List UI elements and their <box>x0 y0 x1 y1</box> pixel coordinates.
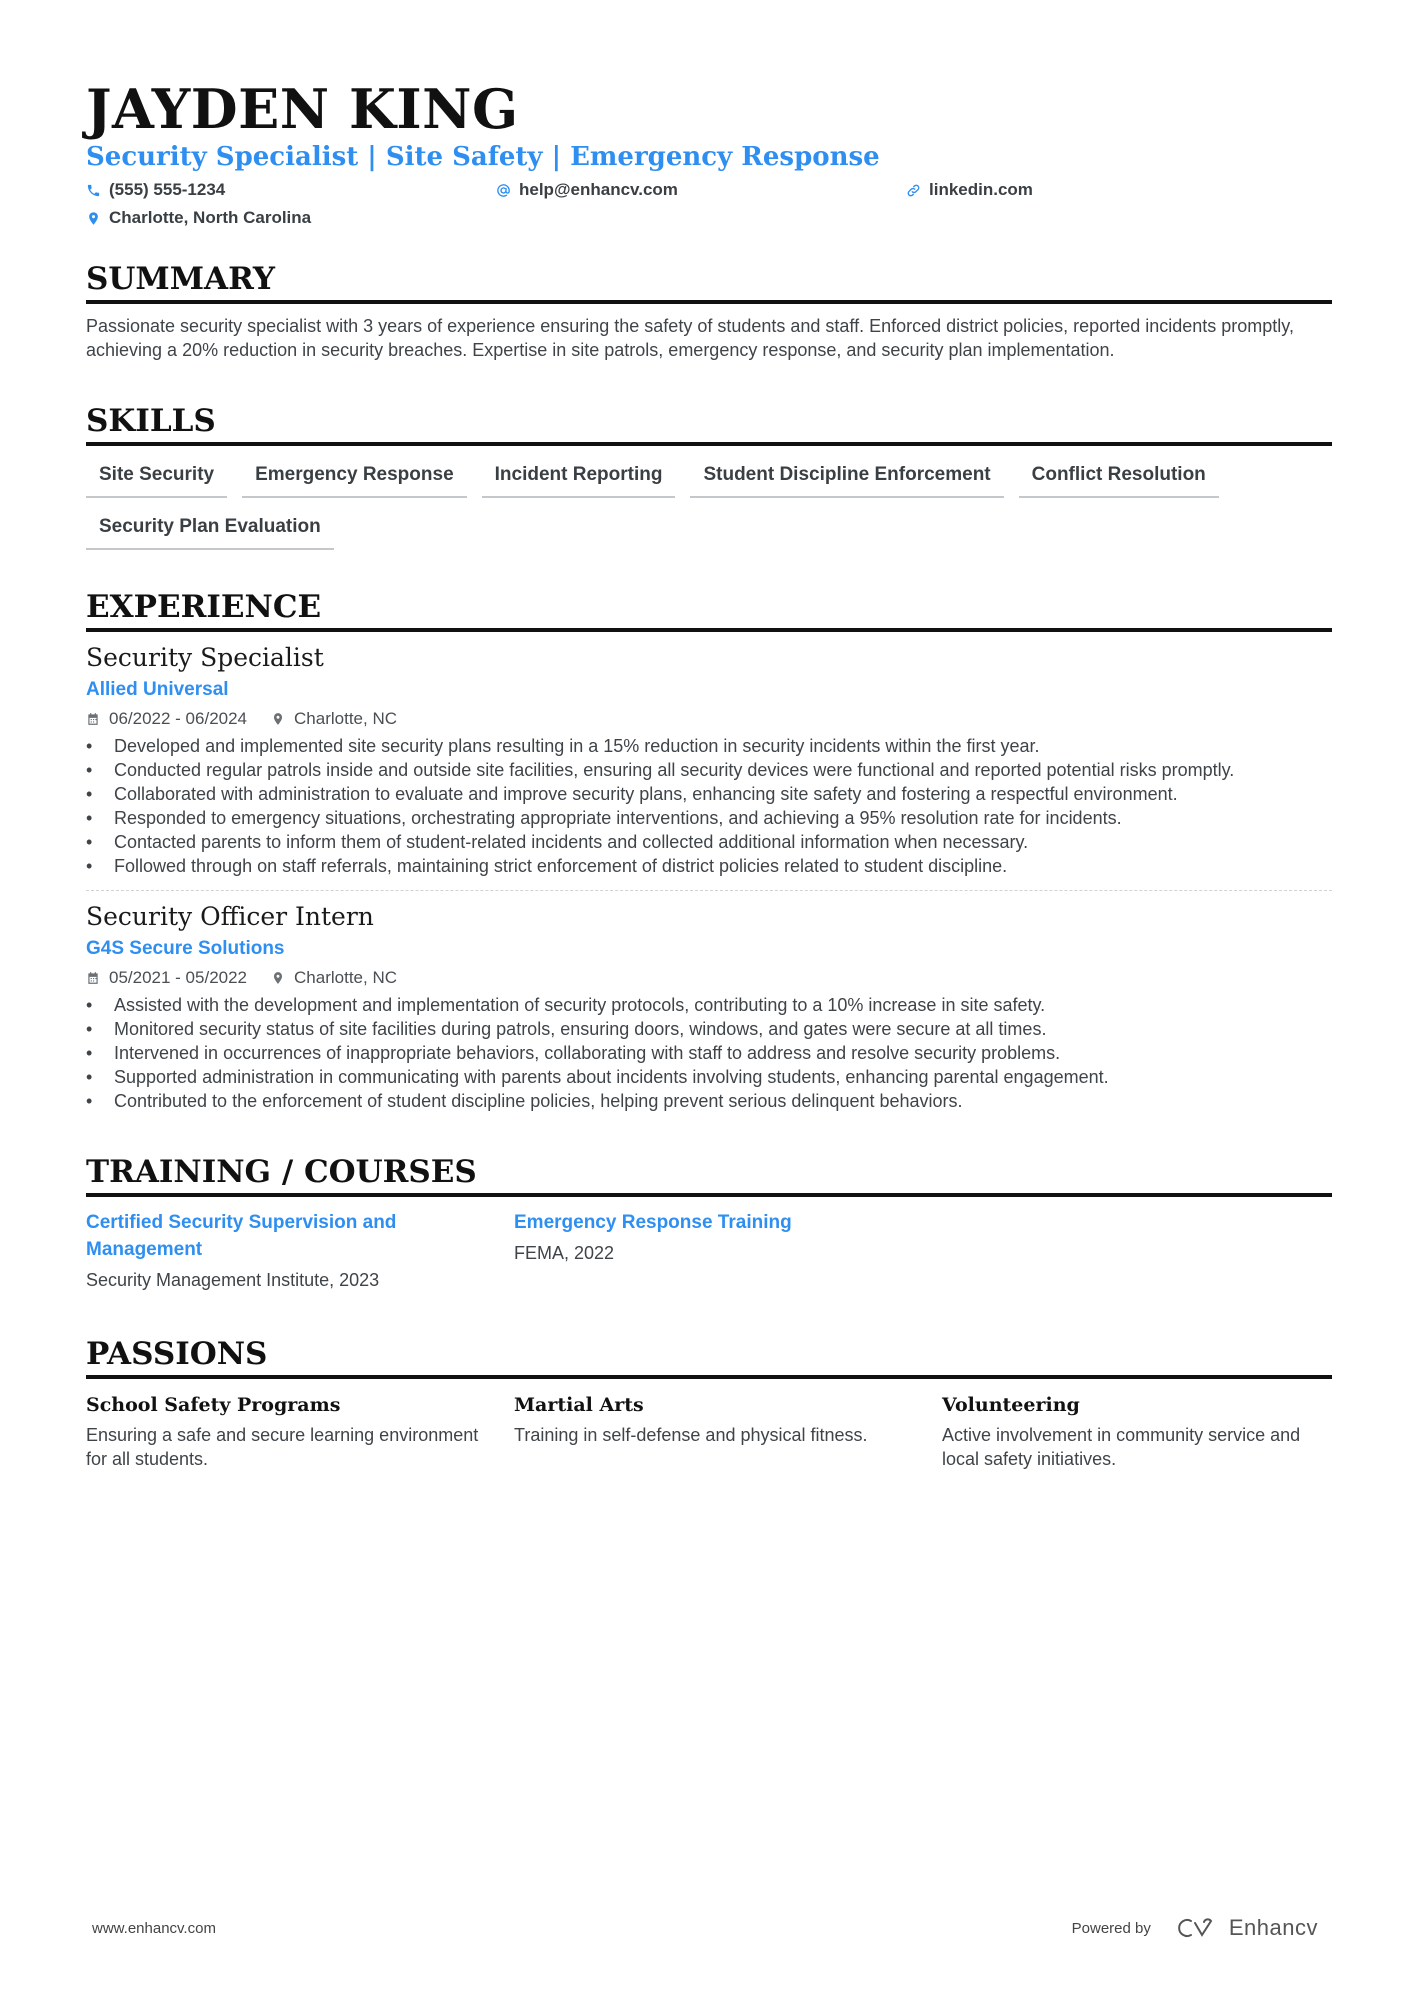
candidate-name: JAYDEN KING <box>86 77 519 141</box>
courses-list <box>86 1209 1332 1295</box>
passion-title: Martial Arts <box>514 1394 644 1416</box>
job-location: Charlotte, NC <box>294 709 397 728</box>
job-title: Security Officer Intern <box>86 902 374 931</box>
passion-title: School Safety Programs <box>86 1394 341 1416</box>
email-text: help@enhancv.com <box>519 180 678 199</box>
skill-tag: Conflict Resolution <box>1019 456 1219 498</box>
course-provider: FEMA, 2022 <box>514 1243 615 1263</box>
passions-section <box>86 1335 1332 1471</box>
skill-tag: Site Security <box>86 456 227 498</box>
contact-location <box>86 206 496 230</box>
company-name: Allied Universal <box>86 679 229 700</box>
candidate-title: Security Specialist | Site Safety | Emergency Response <box>86 142 880 172</box>
contact-phone[interactable] <box>86 178 496 202</box>
summary-text: Passionate security specialist with 3 years of experience ensuring the safety of students and staff. Enforced district policies, reported incidents promptly, achieving a 20% reduction in security breaches. Expertise in site patrols, emergency response, and security plan implementation. <box>86 316 1294 360</box>
section-divider <box>86 628 1332 632</box>
passion-description: Ensuring a safe and secure learning environment for all students. <box>86 1425 479 1469</box>
phone-text: (555) 555-1234 <box>109 180 226 199</box>
location-pin-icon <box>271 712 285 726</box>
page-footer <box>92 1915 1318 1941</box>
skills-section <box>86 402 1332 550</box>
passion-description: Training in self-defense and physical fitness. <box>514 1425 868 1445</box>
enhancv-logo[interactable] <box>1177 1915 1318 1941</box>
job-entry <box>86 899 1332 1113</box>
training-heading: TRAINING / COURSES <box>86 1154 477 1190</box>
section-divider <box>86 442 1332 446</box>
link-icon <box>906 183 921 198</box>
section-divider <box>86 1375 1332 1379</box>
skills-list <box>86 456 1332 550</box>
experience-heading: EXPERIENCE <box>86 589 322 625</box>
job-divider <box>86 890 1332 891</box>
experience-section <box>86 588 1332 1113</box>
job-meta <box>86 706 1332 732</box>
skill-tag: Incident Reporting <box>482 456 676 498</box>
course-title: Certified Security Supervision and Management <box>86 1212 397 1260</box>
location-pin-icon <box>271 971 285 985</box>
skill-tag: Security Plan Evaluation <box>86 508 334 550</box>
passion-title: Volunteering <box>942 1394 1080 1416</box>
powered-by <box>1072 1915 1318 1941</box>
enhancv-logo-icon <box>1177 1916 1221 1940</box>
passions-heading: PASSIONS <box>86 1336 268 1372</box>
location-pin-icon <box>86 211 101 226</box>
bullet-item: • Monitored security status of site facilities during patrols, ensuring doors, windows, and gates were secure at all times. <box>86 1017 1332 1041</box>
website-link[interactable]: www.enhancv.com <box>92 1919 216 1937</box>
course-item <box>514 1209 942 1295</box>
location-text: Charlotte, North Carolina <box>109 208 312 227</box>
skills-heading: SKILLS <box>86 403 216 439</box>
contact-email[interactable] <box>496 178 906 202</box>
bullet-item: • Developed and implemented site security plans resulting in a 15% reduction in security incidents within the first year. <box>86 734 1332 758</box>
powered-by-label: Powered by <box>1071 1919 1151 1937</box>
skill-tag: Emergency Response <box>242 456 467 498</box>
passion-item <box>86 1391 514 1471</box>
resume-page <box>86 78 1332 1471</box>
course-provider: Security Management Institute, 2023 <box>86 1270 380 1290</box>
at-icon <box>496 183 511 198</box>
bullet-item: • Supported administration in communicating with parents about incidents involving students, enhancing parental engagement. <box>86 1065 1332 1089</box>
section-divider <box>86 1193 1332 1197</box>
bullet-item: • Assisted with the development and implementation of security protocols, contributing to a 10% increase in site safety. <box>86 993 1332 1017</box>
bullet-item: • Contributed to the enforcement of student discipline policies, helping prevent serious delinquent behaviors. <box>86 1089 1332 1113</box>
passion-item <box>514 1391 942 1471</box>
passion-description: Active involvement in community service and local safety initiatives. <box>942 1425 1301 1469</box>
course-title: Emergency Response Training <box>514 1212 792 1233</box>
calendar-icon <box>86 712 100 726</box>
linkedin-text: linkedin.com <box>929 180 1033 199</box>
job-bullets <box>86 734 1332 878</box>
skill-tag: Student Discipline Enforcement <box>690 456 1003 498</box>
company-name: G4S Secure Solutions <box>86 938 285 959</box>
contact-info <box>86 178 1332 230</box>
passions-list <box>86 1391 1332 1471</box>
job-meta <box>86 965 1332 991</box>
contact-linkedin[interactable] <box>906 178 1316 202</box>
job-dates: 05/2021 - 05/2022 <box>109 968 248 987</box>
summary-heading: SUMMARY <box>86 261 276 297</box>
bullet-item: • Intervened in occurrences of inappropriate behaviors, collaborating with staff to address and resolve security problems. <box>86 1041 1332 1065</box>
job-title: Security Specialist <box>86 643 324 672</box>
resume-header <box>86 78 1332 230</box>
bullet-item: • Collaborated with administration to evaluate and improve security plans, enhancing site safety and fostering a respectful environment. <box>86 782 1332 806</box>
job-dates: 06/2022 - 06/2024 <box>109 709 248 728</box>
job-location: Charlotte, NC <box>294 968 397 987</box>
bullet-item: • Responded to emergency situations, orchestrating appropriate interventions, and achieving a 95% resolution rate for incidents. <box>86 806 1332 830</box>
bullet-item: • Conducted regular patrols inside and outside site facilities, ensuring all security devices were functional and reported potential risks promptly. <box>86 758 1332 782</box>
course-item <box>86 1209 514 1295</box>
training-section <box>86 1153 1332 1295</box>
section-divider <box>86 300 1332 304</box>
calendar-icon <box>86 971 100 985</box>
job-entry <box>86 640 1332 878</box>
phone-icon <box>86 183 101 198</box>
bullet-item: • Followed through on staff referrals, maintaining strict enforcement of district policies related to student discipline. <box>86 854 1332 878</box>
job-bullets <box>86 993 1332 1113</box>
passion-item <box>942 1391 1332 1471</box>
summary-section <box>86 260 1332 362</box>
bullet-item: • Contacted parents to inform them of student-related incidents and collected additional information when necessary. <box>86 830 1332 854</box>
brand-name: Enhancv <box>1228 1915 1318 1940</box>
